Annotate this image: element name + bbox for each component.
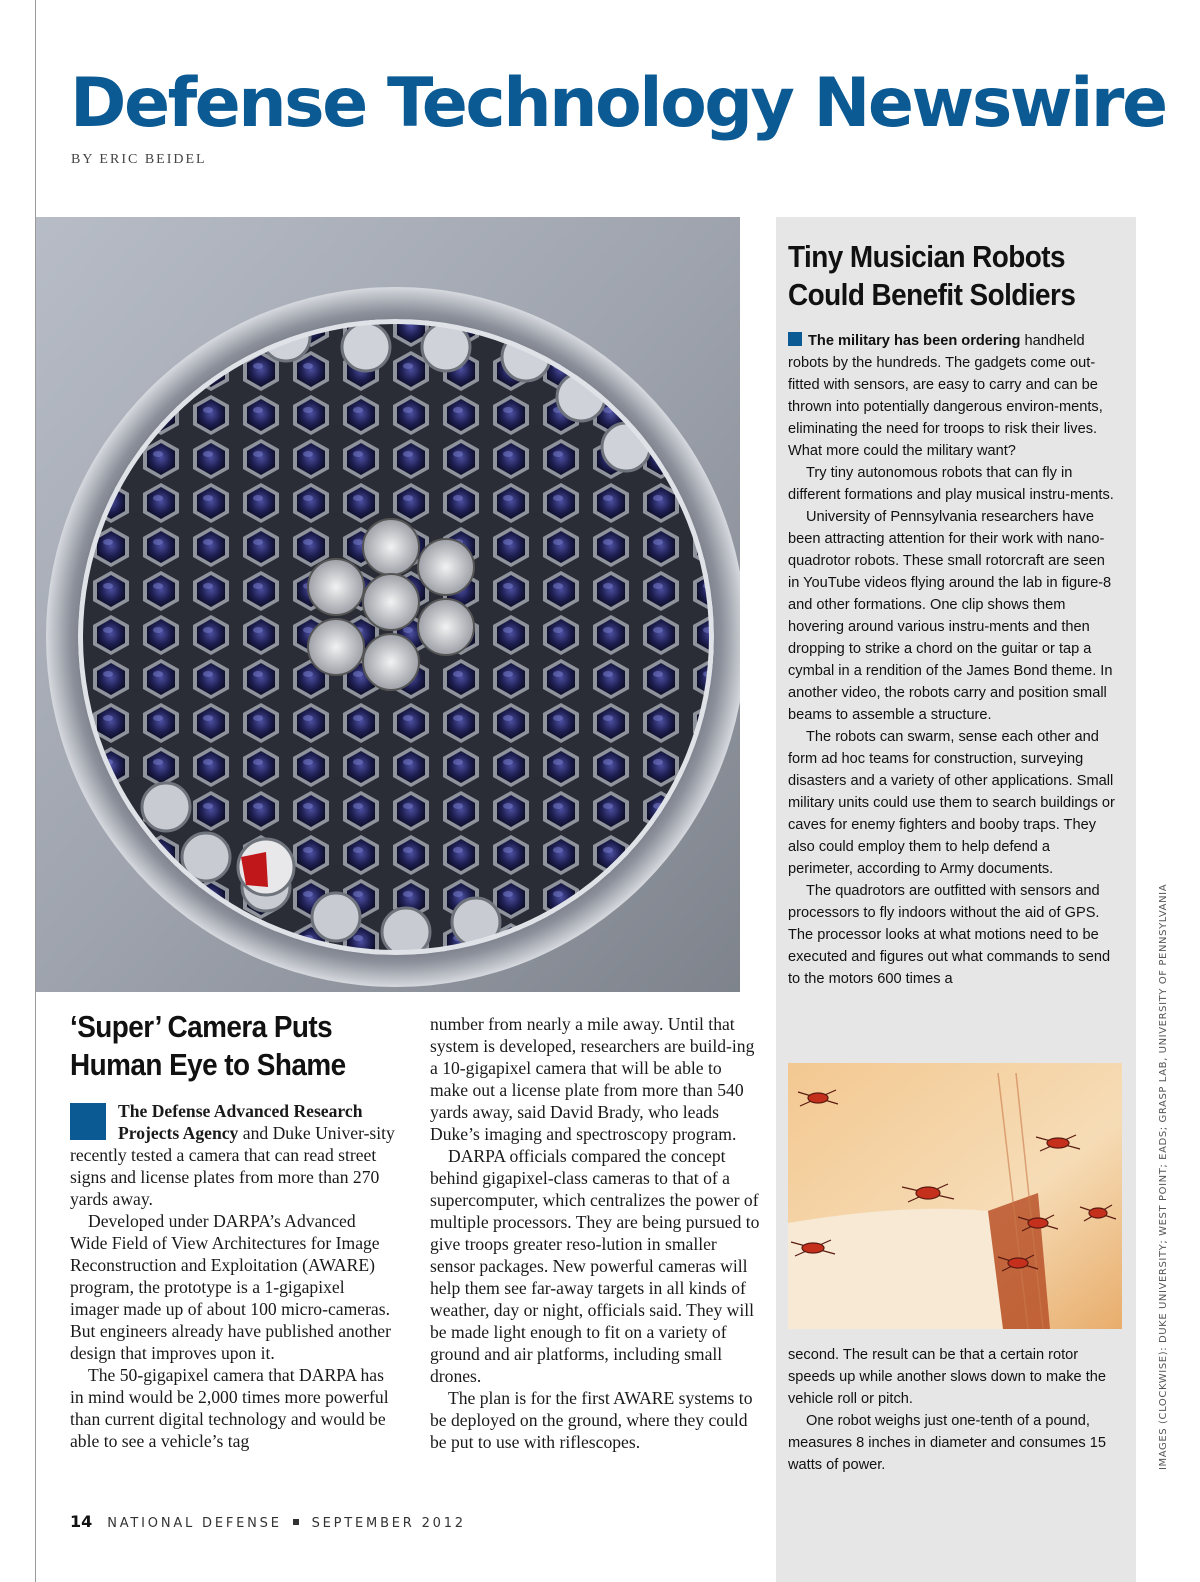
publication-name: NATIONAL DEFENSE [107, 1516, 282, 1531]
sidebar-headline [788, 238, 1094, 314]
story-paragraph: DARPA officials compared the concept behind gigapixel-class cameras to that of a supercomputer, which centralizes the power of multiple processors. They are being pursued to give troops greater reso-lution in smaller sensor packages. New powerful cameras will help them see far-away targets in all kinds of weather, day or night, officials said. They will be made light enough to fit on a variety of ground and air platforms, including small drones. [430, 1146, 760, 1386]
sidebar-paragraph: The robots can swarm, sense each other and form ad hoc teams for construction, surveying disasters and a variety of other applications. Small military units could use them to search buildings or caves for enemy fighters and booby traps. They also could employ them to help defend a perimeter, according to Army documents. [788, 729, 1115, 877]
sidebar-paragraph: second. The result can be that a certain rotor speeds up while another slows down to make the vehicle roll or pitch. [788, 1347, 1107, 1407]
camera-photo [36, 217, 740, 992]
byline: BY ERIC BEIDEL [71, 152, 207, 167]
page-footer [70, 1512, 466, 1531]
story-body-column-1 [70, 1100, 395, 1452]
sidebar-headline-line2: Could Benefit Soldiers [788, 277, 1076, 312]
sidebar-body-column [788, 330, 1118, 990]
story-paragraph: number from nearly a mile away. Until that system is developed, researchers are build-ing a 10-gigapixel camera that will be able to make out a license plate from more than 540 yards away, said David Brady, who leads Duke’s imaging and spectroscopy program. [430, 1014, 755, 1144]
quadrotor-robots-photo [788, 1063, 1122, 1329]
sidebar-paragraph: The quadrotors are outfitted with sensors and processors to fly indoors without the aid of GPS. The processor looks at what motions need to be executed and figures out what commands to send to the motors 600 times a [788, 883, 1111, 987]
sidebar-paragraph: One robot weighs just one-tenth of a pound, measures 8 inches in diameter and consumes 15 watts of power. [788, 1413, 1106, 1473]
drop-cap-square-icon [70, 1103, 106, 1140]
sidebar-paragraph: The military has been ordering handheld robots by the hundreds. The gadgets come out-fitted with sensors, are easy to carry and can be thrown into potentially dangerous environ-ments, eliminating the need for troops to risk their lives. What more could the military want? [788, 333, 1103, 459]
story-body-column-2 [430, 1013, 760, 1453]
story-paragraph: The plan is for the first AWARE systems to be deployed on the ground, where they could be put to use with riflescopes. [430, 1388, 753, 1452]
sidebar-body-column-continued [788, 1344, 1118, 1476]
page-number: 14 [70, 1512, 93, 1531]
section-marker-icon [788, 332, 802, 346]
story-headline-line2: Human Eye to Shame [70, 1047, 346, 1082]
issue-date: SEPTEMBER 2012 [311, 1516, 466, 1531]
story-lead-in: The Defense Advanced Research Projects Agency [118, 1101, 363, 1143]
story-paragraph: The Defense Advanced Research Projects Agency and Duke Univer-sity recently tested a camera that can read street signs and license plates from more than 270 yards away. [70, 1101, 395, 1209]
masthead-title: Defense Technology Newswire [70, 64, 1166, 143]
sidebar-paragraph: Try tiny autonomous robots that can fly in different formations and play musical instru-ments. [788, 465, 1114, 503]
story-paragraph: Developed under DARPA’s Advanced Wide Field of View Architectures for Image Reconstruction and Exploitation (AWARE) program, the prototype is a 1-gigapixel imager made up of about 100 micro-cameras. But engineers already have published another design that improves upon it. [70, 1211, 391, 1363]
sidebar-lead-in: The military has been ordering [808, 333, 1021, 349]
story-headline-line1: ‘Super’ Camera Puts [70, 1009, 333, 1044]
sidebar-paragraph: University of Pennsylvania researchers have been attracting attention for their work with nano-quadrotor robots. These small rotorcraft are seen in YouTube videos flying around the lab in figure-8 and other formations. One clip shows them hovering around various instru-ments and then dropping to strike a chord on the guitar or tap a cymbal in a rendition of the James Bond theme. In another video, the robots carry and position small beams to assemble a structure. [788, 509, 1113, 723]
story-headline [70, 1008, 376, 1084]
separator-bullet-icon [293, 1519, 299, 1525]
story-paragraph: The 50-gigapixel camera that DARPA has in mind would be 2,000 times more powerful than current digital technology and would be able to see a vehicle’s tag [70, 1365, 389, 1451]
sidebar-headline-line1: Tiny Musician Robots [788, 239, 1066, 274]
